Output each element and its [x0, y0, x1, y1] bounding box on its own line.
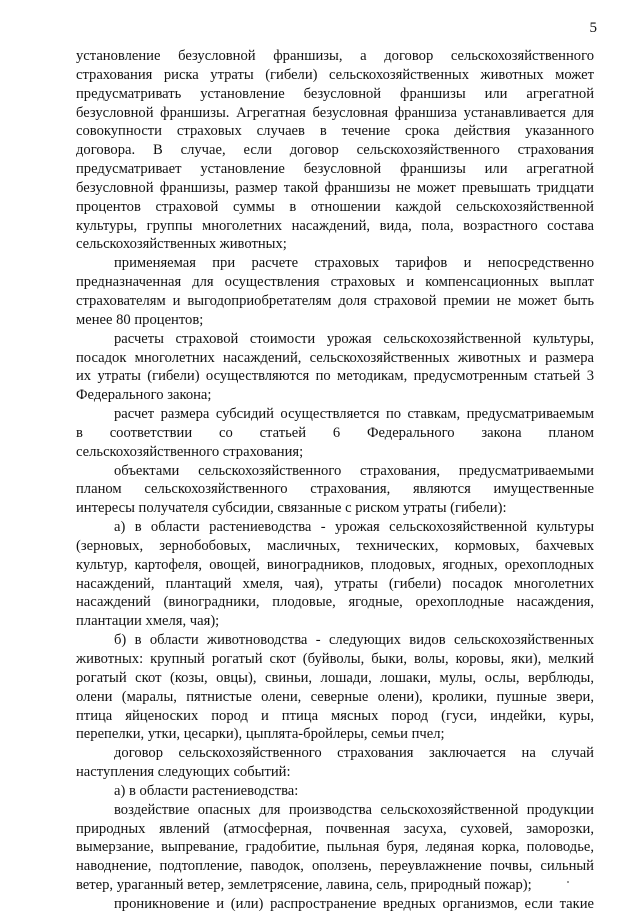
text-line: договор сельскохозяйственного страхования заключается на случай: [114, 745, 594, 762]
text-line: совокупности страховых случаев в течение срока действия указанного: [76, 123, 594, 140]
text-line: предназначенная для осуществления страховых и компенсационных выплат: [76, 274, 594, 291]
text-line: вымерзание, выпревание, градобитие, пыльная буря, ледяная корка, половодье,: [76, 839, 594, 856]
text-line: рогатый скот (козы, овцы), свиньи, лошади, лошаки, мулы, ослы, верблюды,: [76, 669, 594, 686]
text-line: посадок многолетних насаждений, сельскохозяйственных животных и размера: [76, 349, 594, 366]
text-line: насаждений, плантаций хмеля, чая), утраты (гибели) посадок многолетних: [76, 575, 594, 592]
text-line: их утраты (гибели) осуществляются по методикам, предусмотренным статьей 3: [76, 368, 594, 385]
text-line: безусловной франшизы, размер такой франшизы не может превышать тридцати: [76, 179, 594, 196]
text-line: культуры, группы многолетних насаждений, вида, пола, возрастного состава: [76, 217, 594, 234]
text-line: животных: крупный рогатый скот (буйволы, быки, волы, коровы, яки), мелкий: [76, 651, 594, 667]
text-line: ветер, ураганный ветер, землетрясение, лавина, сель, природный пожар);: [76, 877, 532, 894]
text-line: страхования риска утраты (гибели) сельскохозяйственных животных может: [76, 66, 594, 83]
text-line: наступления следующих событий:: [76, 764, 291, 781]
text-line: расчеты страховой стоимости урожая сельскохозяйственной культуры,: [114, 330, 594, 347]
text-line: олени (маралы, пятнистые олени, северные олени), кролики, пушные звери,: [76, 688, 594, 705]
text-line: применяемая при расчете страховых тарифов и непосредственно: [114, 255, 594, 272]
text-line: а) в области растениеводства:: [114, 782, 299, 799]
text-line: договора. В случае, если договор сельскохозяйственного страхования: [76, 142, 594, 159]
text-line: предусматривает установление безусловной франшизы или агрегатной: [76, 161, 594, 178]
text-line: безусловной франшизы. Агрегатная безусловная франшиза устанавливается для: [76, 104, 594, 121]
text-line: насаждений (виноградники, плодовые, ягодные, орехоплодные насаждения,: [76, 594, 594, 611]
text-line: страхователям и выгодоприобретателям доля страховой премии не может быть: [76, 292, 594, 309]
text-line: б) в области животноводства - следующих видов сельскохозяйственных: [114, 632, 594, 649]
text-line: культур, картофеля, овощей, виноградников, плодовых, ягодных, орехоплодных: [76, 556, 594, 573]
text-line: интересы получателя субсидии, связанные с риском утраты (гибели):: [76, 500, 507, 517]
text-line: расчет размера субсидий осуществляется по ставкам, предусматриваемым: [114, 406, 594, 423]
text-line: природных явлений (атмосферная, почвенная засуха, суховей, заморозки,: [76, 820, 594, 837]
text-line: проникновение и (или) распространение вредных организмов, если такие: [114, 895, 594, 912]
page-number: 5: [589, 20, 597, 36]
text-line: птица яйценоских пород и птица мясных пород (гуси, индейки, куры,: [76, 707, 594, 724]
text-line: (зерновых, зернобобовых, масличных, технических, кормовых, бахчевых: [76, 537, 594, 554]
text-line: предусматривать установление безусловной франшизы или агрегатной: [76, 85, 594, 102]
text-line: планом сельскохозяйственного страхования, являются имущественные: [76, 481, 594, 498]
text-line: сельскохозяйственного страхования;: [76, 443, 304, 460]
text-line: установление безусловной франшизы, а договор сельскохозяйственного: [76, 48, 594, 64]
text-line: объектами сельскохозяйственного страхования, предусматриваемыми: [114, 462, 594, 479]
text-line: плантации хмеля, чая);: [76, 613, 220, 630]
document-body: [76, 47, 594, 914]
text-line: процентов страховой суммы в отношении каждой сельскохозяйственной: [76, 198, 594, 215]
text-line: менее 80 процентов;: [76, 311, 204, 328]
scan-speck: [567, 881, 569, 883]
text-line: а) в области растениеводства - урожая сельскохозяйственной культуры: [114, 519, 594, 536]
text-line: наводнение, подтопление, паводок, оползень, переувлажнение почвы, сильный: [76, 858, 594, 875]
text-line: воздействие опасных для производства сельскохозяйственной продукции: [114, 801, 594, 818]
text-line: в соответствии со статьей 6 Федерального закона планом: [76, 424, 594, 441]
text-line: Федерального закона;: [76, 387, 212, 404]
text-line: сельскохозяйственных животных;: [76, 236, 287, 253]
text-line: перепелки, утки, цесарки), цыплята-бройлеры, семьи пчел;: [76, 726, 445, 743]
